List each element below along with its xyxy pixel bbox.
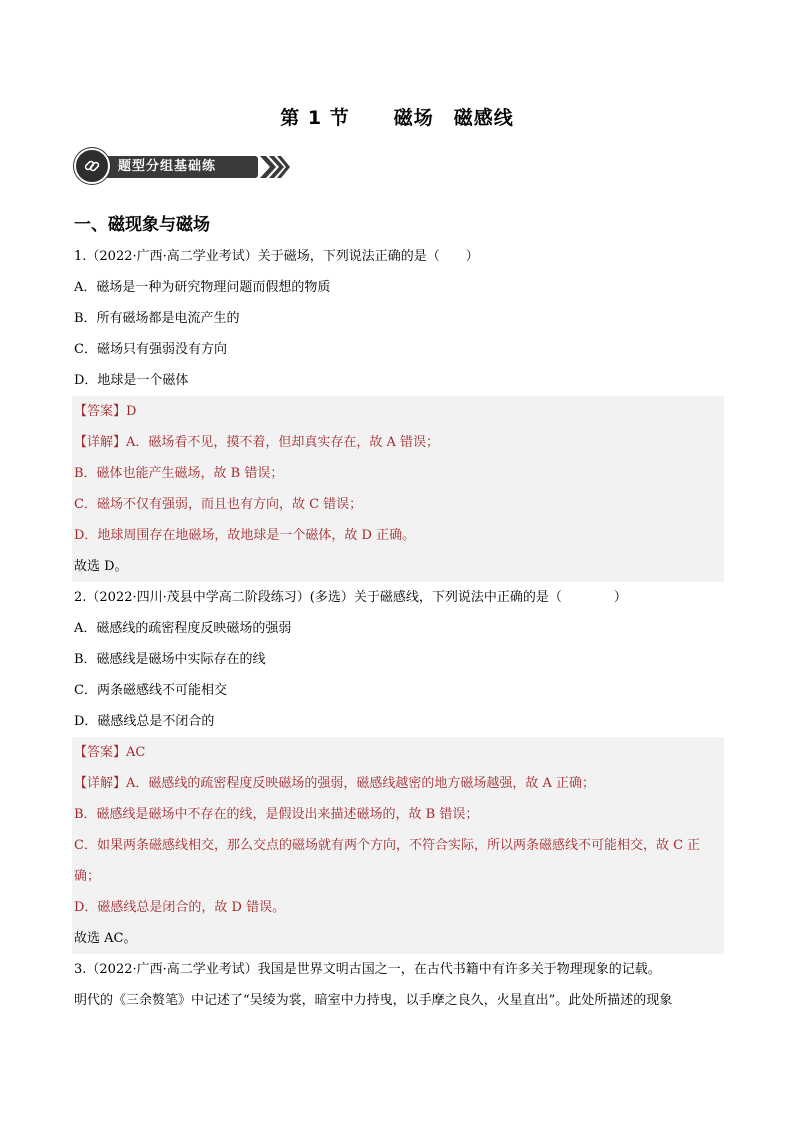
q2-option-a: A．磁感线的疏密程度反映磁场的强弱 (74, 621, 292, 636)
page-title (0, 103, 794, 130)
q2-detail-d: D．磁感线总是闭合的，故 D 错误。 (74, 900, 286, 915)
title-topic: 磁场 磁感线 (393, 107, 514, 129)
q2-stem: 2.（2022·四川·茂县中学高二阶段练习）(多选）关于磁感线，下列说法中正确的是（ ） (74, 590, 627, 605)
q2-option-c: C．两条磁感线不可能相交 (74, 683, 227, 698)
q1-option-b: B．所有磁场都是电流产生的 (74, 311, 240, 326)
q2-conclusion: 故选 AC。 (74, 931, 137, 946)
q1-detail-b: B．磁体也能产生磁场，故 B 错误； (74, 466, 284, 481)
detail-label: 【详解】 (74, 435, 127, 450)
q2-option-d: D．磁感线总是不闭合的 (74, 714, 215, 729)
answer-label: 【答案】 (74, 745, 127, 760)
q1-answer-block (72, 396, 724, 582)
q2-detail-b: B．磁感线是磁场中不存在的线，是假设出来描述磁场的，故 B 错误； (74, 807, 479, 822)
q1-stem: 1.（2022·广西·高二学业考试）关于磁场，下列说法正确的是（ ） (74, 249, 479, 264)
q1-detail-d: D．地球周围存在地磁场，故地球是一个磁体，故 D 正确。 (74, 528, 416, 543)
q1-option-d: D．地球是一个磁体 (74, 373, 189, 388)
section-heading: 一、磁现象与磁场 (74, 215, 210, 235)
link-chain-icon (74, 148, 110, 184)
q1-conclusion: 故选 D。 (74, 559, 128, 574)
q1-detail-a: 【详解】A．磁场看不见，摸不着，但却真实存在，故 A 错误； (74, 435, 440, 450)
q1-option-a: A．磁场是一种为研究物理问题而假想的物质 (74, 280, 331, 295)
title-section-number: 第 1 节 (280, 107, 350, 129)
q2-detail-c: C．如果两条磁感线相交，那么交点的磁场就有两个方向，不符合实际，所以两条磁感线不可能相交，故 C 正确； (74, 838, 701, 884)
section-banner (74, 148, 284, 184)
banner-stripes (260, 156, 290, 178)
q3-line-2: 明代的《三余赘笔》中记述了“吴绫为裳，暗室中力持曳，以手摩之良久，火星直出”。此处所描述的现象 (74, 993, 673, 1008)
q1-detail-c: C．磁场不仅有强弱，而且也有方向，故 C 错误； (74, 497, 363, 512)
q3-line-1: 3.（2022·广西·高二学业考试）我国是世界文明古国之一，在古代书籍中有许多关于物理现象的记载。 (74, 962, 661, 977)
q2-answer (72, 737, 724, 768)
q2-answer-block (72, 737, 724, 954)
q1-option-c: C．磁场只有强弱没有方向 (74, 342, 227, 357)
answer-label: 【答案】 (74, 404, 127, 419)
detail-label: 【详解】 (74, 776, 127, 791)
answer-value: AC (126, 745, 146, 760)
answer-value: D (126, 404, 137, 419)
question-content (72, 241, 724, 1016)
banner-label: 题型分组基础练 (118, 159, 217, 174)
q1-answer (72, 396, 724, 427)
q2-option-b: B．磁感线是磁场中实际存在的线 (74, 652, 266, 667)
q2-detail-a: 【详解】A．磁感线的疏密程度反映磁场的强弱，磁感线越密的地方磁场越强，故 A 正确； (74, 776, 596, 791)
